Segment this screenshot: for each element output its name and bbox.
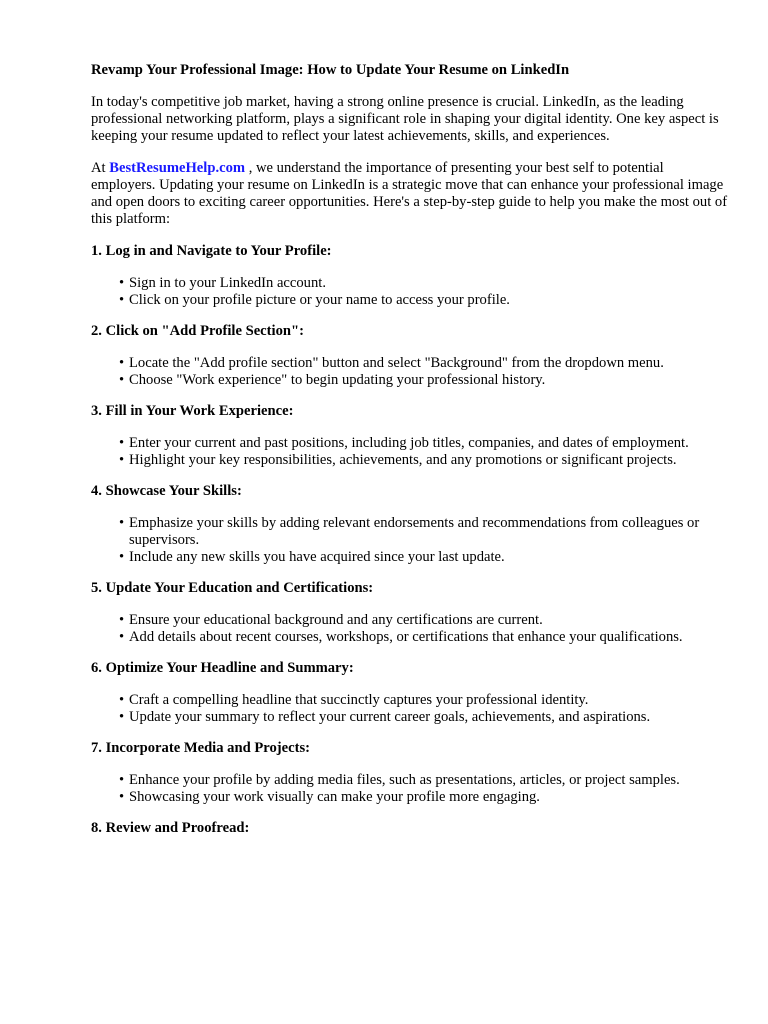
list-item	[91, 692, 731, 709]
bullet-icon: •	[119, 709, 125, 725]
list-item	[91, 452, 731, 469]
steps-list	[91, 243, 731, 837]
list-item	[91, 772, 731, 789]
list-item-text: Showcasing your work visually can make your profile more engaging.	[129, 789, 540, 805]
list-item-text: Include any new skills you have acquired since your last update.	[129, 549, 505, 565]
step-bullet-list	[91, 275, 731, 309]
bullet-icon: •	[119, 629, 125, 645]
list-item-text: Craft a compelling headline that succinctly captures your professional identity.	[129, 692, 589, 708]
bullet-icon: •	[119, 772, 125, 788]
step-heading: 2. Click on "Add Profile Section":	[91, 323, 304, 339]
list-item-text: Choose "Work experience" to begin updating your professional history.	[129, 372, 546, 388]
bullet-icon: •	[119, 549, 125, 565]
list-item-text: Highlight your key responsibilities, achievements, and any promotions or significant projects.	[129, 452, 677, 468]
bullet-icon: •	[119, 355, 125, 371]
list-item	[91, 515, 731, 549]
bullet-icon: •	[119, 292, 125, 308]
step-bullet-list	[91, 612, 731, 646]
paragraph-prefix: At	[91, 160, 106, 176]
step-heading: 6. Optimize Your Headline and Summary:	[91, 660, 354, 676]
bullet-icon: •	[119, 692, 125, 708]
list-item-text: Update your summary to reflect your current career goals, achievements, and aspirations.	[129, 709, 651, 725]
document-title: Revamp Your Professional Image: How to Update Your Resume on LinkedIn	[91, 62, 570, 78]
bullet-icon: •	[119, 275, 125, 291]
bullet-icon: •	[119, 789, 125, 805]
bestresumehelp-link[interactable]: BestResumeHelp.com	[109, 160, 246, 176]
step-bullet-list	[91, 692, 731, 726]
list-item	[91, 709, 731, 726]
bullet-icon: •	[119, 612, 125, 628]
bullet-icon: •	[119, 515, 125, 531]
list-item-text: Locate the "Add profile section" button and select "Background" from the dropdown menu.	[129, 355, 664, 371]
list-item	[91, 629, 731, 646]
step-bullet-list	[91, 515, 731, 566]
service-paragraph	[91, 160, 731, 228]
step-heading: 1. Log in and Navigate to Your Profile:	[91, 243, 332, 259]
step-heading: 7. Incorporate Media and Projects:	[91, 740, 310, 756]
list-item	[91, 549, 731, 566]
bullet-icon: •	[119, 452, 125, 468]
step-heading: 4. Showcase Your Skills:	[91, 483, 242, 499]
intro-paragraph: In today's competitive job market, having a strong online presence is crucial. LinkedIn, as the leading professional networking platform, plays a significant role in shaping your digital identity. One key aspect is keeping your resume updated to reflect your latest achievements, skills, and experiences.	[91, 94, 719, 144]
list-item	[91, 372, 731, 389]
list-item-text: Click on your profile picture or your name to access your profile.	[129, 292, 510, 308]
document-page	[91, 62, 731, 852]
step-heading: 8. Review and Proofread:	[91, 820, 250, 836]
list-item	[91, 789, 731, 806]
step-bullet-list	[91, 435, 731, 469]
step-heading: 3. Fill in Your Work Experience:	[91, 403, 294, 419]
paragraph-suffix: , we understand the importance of presenting your best self to potential employers. Updating your resume on LinkedIn is a strategic move that can enhance your professional image and open doors to exciting career opportunities. Here's a step-by-step guide to help you make the most out of this platform:	[91, 160, 728, 227]
list-item-text: Add details about recent courses, workshops, or certifications that enhance your qualifications.	[129, 629, 683, 645]
step-bullet-list	[91, 772, 731, 806]
list-item	[91, 435, 731, 452]
list-item	[91, 355, 731, 372]
list-item-text: Enter your current and past positions, including job titles, companies, and dates of employment.	[129, 435, 689, 451]
list-item	[91, 292, 731, 309]
list-item-text: Emphasize your skills by adding relevant endorsements and recommendations from colleagues or supervisors.	[129, 515, 700, 548]
list-item-text: Ensure your educational background and any certifications are current.	[129, 612, 543, 628]
bullet-icon: •	[119, 372, 125, 388]
step-bullet-list	[91, 355, 731, 389]
list-item-text: Enhance your profile by adding media files, such as presentations, articles, or project samples.	[129, 772, 680, 788]
step-heading: 5. Update Your Education and Certifications:	[91, 580, 374, 596]
bullet-icon: •	[119, 435, 125, 451]
list-item	[91, 612, 731, 629]
list-item-text: Sign in to your LinkedIn account.	[129, 275, 326, 291]
list-item	[91, 275, 731, 292]
